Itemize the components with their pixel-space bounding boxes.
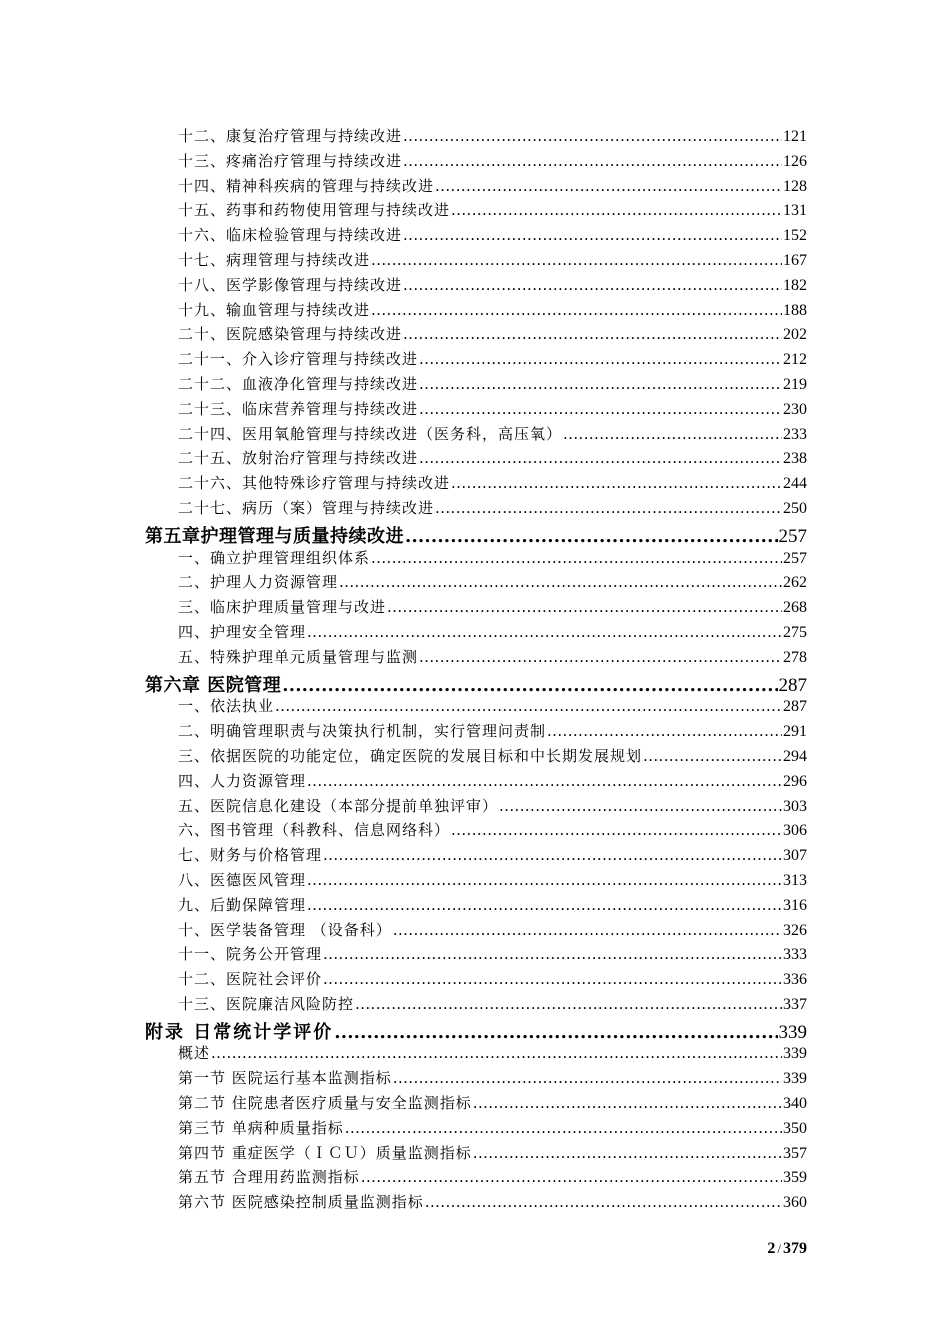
toc-entry-title: 十一、院务公开管理 (178, 945, 323, 964)
toc-dot-leader (282, 675, 777, 696)
toc-entry[interactable] (145, 695, 807, 720)
toc-entry-title: 第六章 医院管理 (145, 674, 282, 696)
toc-entry-title: 八、医德医风管理 (178, 870, 307, 889)
toc-entry-title: 五、医院信息化建设（本部分提前单独评审） (178, 796, 499, 815)
toc-entry-page: 257 (783, 549, 807, 567)
toc-entry-page: 152 (783, 227, 807, 245)
toc-entry-page: 287 (783, 698, 807, 716)
toc-entry-title: 二十三、临床营养管理与持续改进 (178, 399, 419, 418)
toc-entry-page: 167 (783, 251, 807, 269)
toc-entry-title: 一、确立护理管理组织体系 (178, 548, 371, 567)
toc-entry-title: 七、财务与价格管理 (178, 846, 323, 865)
toc-dot-leader (403, 226, 782, 244)
toc-entry[interactable] (145, 323, 807, 348)
toc-entry-title: 二十七、病历（案）管理与持续改进 (178, 498, 435, 517)
toc-entry-page: 233 (783, 425, 807, 443)
toc-entry-title: 二十六、其他特殊诊疗管理与持续改进 (178, 474, 451, 493)
toc-entry-title: 三、依据医院的功能定位，确定医院的发展目标和中长期发展规划 (178, 746, 643, 765)
toc-entry-page: 359 (783, 1169, 807, 1187)
total-pages: 379 (783, 1240, 807, 1257)
toc-entry-title: 二十一、介入诊疗管理与持续改进 (178, 350, 419, 369)
toc-entry-title: 十二、医院社会评价 (178, 970, 323, 989)
toc-entry[interactable] (145, 274, 807, 299)
toc-dot-leader (371, 549, 782, 567)
current-page: 2 (767, 1240, 776, 1257)
toc-dot-leader (473, 1144, 782, 1162)
toc-entry-page: 121 (783, 128, 807, 145)
toc-dot-leader (563, 425, 782, 443)
toc-entry[interactable] (145, 398, 807, 423)
toc-entry-page: 333 (783, 946, 807, 964)
toc-entry-title: 二十四、医用氧舱管理与持续改进（医务科，高压氧） (178, 424, 563, 443)
toc-entry[interactable] (145, 646, 807, 671)
toc-entry-title: 五、特殊护理单元质量管理与监测 (178, 647, 419, 666)
toc-dot-leader (355, 995, 782, 1013)
toc-dot-leader (473, 1094, 782, 1112)
toc-entry[interactable] (145, 720, 807, 745)
toc-entry[interactable] (145, 175, 807, 200)
toc-dot-leader (307, 871, 782, 889)
toc-dot-leader (345, 1119, 782, 1137)
toc-entry-page: 339 (783, 1045, 807, 1063)
toc-entry[interactable] (145, 621, 807, 646)
toc-entry-title: 十七、病理管理与持续改进 (178, 250, 371, 269)
toc-entry-title: 二十、医院感染管理与持续改进 (178, 325, 403, 344)
toc-entry-page: 202 (783, 326, 807, 344)
toc-entry-page: 291 (783, 723, 807, 741)
toc-entry-title: 第三节 单病种质量指标 (178, 1118, 344, 1137)
toc-entry[interactable] (145, 869, 807, 894)
toc-entry[interactable] (145, 1067, 807, 1092)
toc-entry[interactable] (145, 150, 807, 175)
toc-entry-page: 126 (783, 152, 807, 170)
toc-dot-leader (339, 573, 782, 591)
toc-entry-page: 212 (783, 351, 807, 369)
toc-dot-leader (361, 1168, 782, 1186)
toc-chapter-entry[interactable] (145, 1018, 807, 1043)
toc-entry-page: 287 (778, 674, 807, 696)
toc-dot-leader (323, 945, 782, 963)
toc-entry[interactable] (145, 1117, 807, 1142)
toc-entry-title: 九、后勤保障管理 (178, 895, 307, 914)
toc-dot-leader (451, 821, 782, 839)
toc-dot-leader (451, 474, 782, 492)
toc-entry[interactable] (145, 497, 807, 522)
toc-entry-title: 第一节 医院运行基本监测指标 (178, 1069, 392, 1088)
toc-entry-title: 六、图书管理（科教科、信息网络科） (178, 821, 451, 840)
toc-entry-page: 339 (778, 1021, 807, 1043)
toc-entry-title: 第四节 重症医学（ＩＣＵ）质量监测指标 (178, 1143, 472, 1162)
page-separator: / (777, 1241, 781, 1256)
toc-entry-page: 360 (783, 1194, 807, 1212)
toc-entry-title: 二十二、血液净化管理与持续改进 (178, 374, 419, 393)
toc-entry[interactable] (145, 894, 807, 919)
toc-entry-page: 313 (783, 871, 807, 889)
toc-entry-title: 三、临床护理质量管理与改进 (178, 598, 387, 617)
toc-entry[interactable] (145, 968, 807, 993)
toc-entry-title: 十九、输血管理与持续改进 (178, 300, 371, 319)
toc-entry-title: 十三、医院廉洁风险防控 (178, 994, 355, 1013)
toc-entry-title: 十六、临床检验管理与持续改进 (178, 226, 403, 245)
toc-entry[interactable] (145, 844, 807, 869)
toc-entry-page: 188 (783, 301, 807, 319)
toc-dot-leader (275, 697, 782, 715)
toc-entry-page: 296 (783, 772, 807, 790)
toc-entry-page: 131 (783, 202, 807, 220)
toc-dot-leader (419, 375, 782, 393)
toc-entry-page: 306 (783, 822, 807, 840)
toc-entry-page: 336 (783, 971, 807, 989)
toc-entry-page: 219 (783, 375, 807, 393)
toc-entry-title: 第五章护理管理与质量持续改进 (145, 525, 404, 547)
toc-entry[interactable] (145, 447, 807, 472)
toc-entry-title: 二十五、放射治疗管理与持续改进 (178, 449, 419, 468)
toc-entry-page: 294 (783, 747, 807, 765)
toc-dot-leader (403, 152, 782, 170)
toc-entry-page: 278 (783, 648, 807, 666)
toc-entry-page: 350 (783, 1119, 807, 1137)
toc-entry-title: 第二节 住院患者医疗质量与安全监测指标 (178, 1094, 472, 1113)
toc-dot-leader (403, 276, 782, 294)
toc-entry-title: 二、护理人力资源管理 (178, 573, 339, 592)
toc-entry-title: 十二、康复治疗管理与持续改进 (178, 127, 403, 145)
toc-entry-page: 339 (783, 1070, 807, 1088)
toc-entry-page: 337 (783, 995, 807, 1013)
toc-entry-page: 257 (778, 525, 807, 547)
toc-entry-page: 182 (783, 276, 807, 294)
toc-dot-leader (307, 896, 782, 914)
toc-entry-page: 238 (783, 450, 807, 468)
toc-entry-page: 307 (783, 847, 807, 865)
toc-entry-title: 附录 日常统计学评价 (145, 1021, 334, 1043)
toc-entry[interactable] (145, 547, 807, 572)
toc-entry-title: 二、明确管理职责与决策执行机制，实行管理问责制 (178, 722, 547, 741)
toc-dot-leader (419, 449, 782, 467)
toc-entry[interactable] (145, 1166, 807, 1191)
toc-entry[interactable] (145, 423, 807, 448)
toc-entry-page: 128 (783, 177, 807, 195)
toc-entry[interactable] (145, 224, 807, 249)
toc-entry-page: 340 (783, 1095, 807, 1113)
toc-dot-leader (425, 1193, 782, 1211)
toc-dot-leader (451, 201, 782, 219)
toc-entry[interactable] (145, 596, 807, 621)
toc-dot-leader (323, 846, 782, 864)
toc-dot-leader (435, 499, 782, 517)
toc-entry-page: 275 (783, 623, 807, 641)
toc-dot-leader (435, 177, 782, 195)
toc-entry-page: 326 (783, 921, 807, 939)
toc-entry[interactable] (145, 795, 807, 820)
toc-entry-page: 262 (783, 574, 807, 592)
toc-dot-leader (334, 1022, 777, 1043)
toc-entry-title: 十八、医学影像管理与持续改进 (178, 275, 403, 294)
toc-dot-leader (307, 772, 782, 790)
toc-dot-leader (499, 797, 782, 815)
toc-dot-leader (307, 623, 782, 641)
toc-entry[interactable] (145, 472, 807, 497)
toc-dot-leader (393, 921, 782, 939)
toc-entry-page: 303 (783, 797, 807, 815)
toc-entry[interactable] (145, 571, 807, 596)
page-number (767, 1240, 807, 1258)
toc-entry[interactable] (145, 819, 807, 844)
toc-entry[interactable] (145, 993, 807, 1018)
toc-entry[interactable] (145, 249, 807, 274)
toc-dot-leader (419, 400, 782, 418)
toc-entry-title: 第五节 合理用药监测指标 (178, 1168, 360, 1187)
toc-dot-leader (547, 722, 782, 740)
toc-dot-leader (403, 127, 782, 145)
toc-entry-title: 第六节 医院感染控制质量监测指标 (178, 1193, 424, 1212)
toc-dot-leader (211, 1044, 782, 1062)
toc-chapter-entry[interactable] (145, 522, 807, 547)
toc-entry-page: 250 (783, 499, 807, 517)
toc-dot-leader (403, 325, 782, 343)
toc-dot-leader (419, 648, 782, 666)
toc-entry[interactable] (145, 919, 807, 944)
toc-entry-title: 十四、精神科疾病的管理与持续改进 (178, 176, 435, 195)
toc-entry-title: 十、医学装备管理 （设备科） (178, 920, 392, 939)
toc-entry[interactable] (145, 1142, 807, 1167)
toc-entry-page: 230 (783, 400, 807, 418)
toc-chapter-entry[interactable] (145, 671, 807, 696)
toc-entry-page: 316 (783, 896, 807, 914)
toc-entry-title: 概述 (178, 1044, 211, 1063)
toc-dot-leader (419, 350, 782, 368)
toc-entry-title: 十五、药事和药物使用管理与持续改进 (178, 201, 451, 220)
toc-dot-leader (371, 301, 782, 319)
toc-entry[interactable] (145, 199, 807, 224)
toc-dot-leader (405, 526, 778, 547)
toc-dot-leader (371, 251, 782, 269)
toc-entry-title: 十三、疼痛治疗管理与持续改进 (178, 151, 403, 170)
toc-entry-title: 四、护理安全管理 (178, 622, 307, 641)
toc-dot-leader (323, 970, 782, 988)
toc-entry-title: 一、依法执业 (178, 697, 275, 716)
toc-entry-page: 244 (783, 475, 807, 493)
toc-entry[interactable] (145, 943, 807, 968)
toc-entry[interactable] (145, 1092, 807, 1117)
toc-dot-leader (387, 598, 782, 616)
toc-entry-title: 四、人力资源管理 (178, 771, 307, 790)
toc-entry[interactable] (145, 125, 807, 150)
toc-dot-leader (643, 747, 782, 765)
toc-entry[interactable] (145, 1191, 807, 1216)
toc-entry-page: 268 (783, 599, 807, 617)
toc-entry[interactable] (145, 373, 807, 398)
toc-entry[interactable] (145, 770, 807, 795)
toc-entry[interactable] (145, 745, 807, 770)
toc-entry[interactable] (145, 348, 807, 373)
toc-dot-leader (393, 1069, 782, 1087)
table-of-contents (145, 125, 807, 1216)
toc-entry-page: 357 (783, 1144, 807, 1162)
toc-entry[interactable] (145, 1042, 807, 1067)
toc-entry[interactable] (145, 299, 807, 324)
